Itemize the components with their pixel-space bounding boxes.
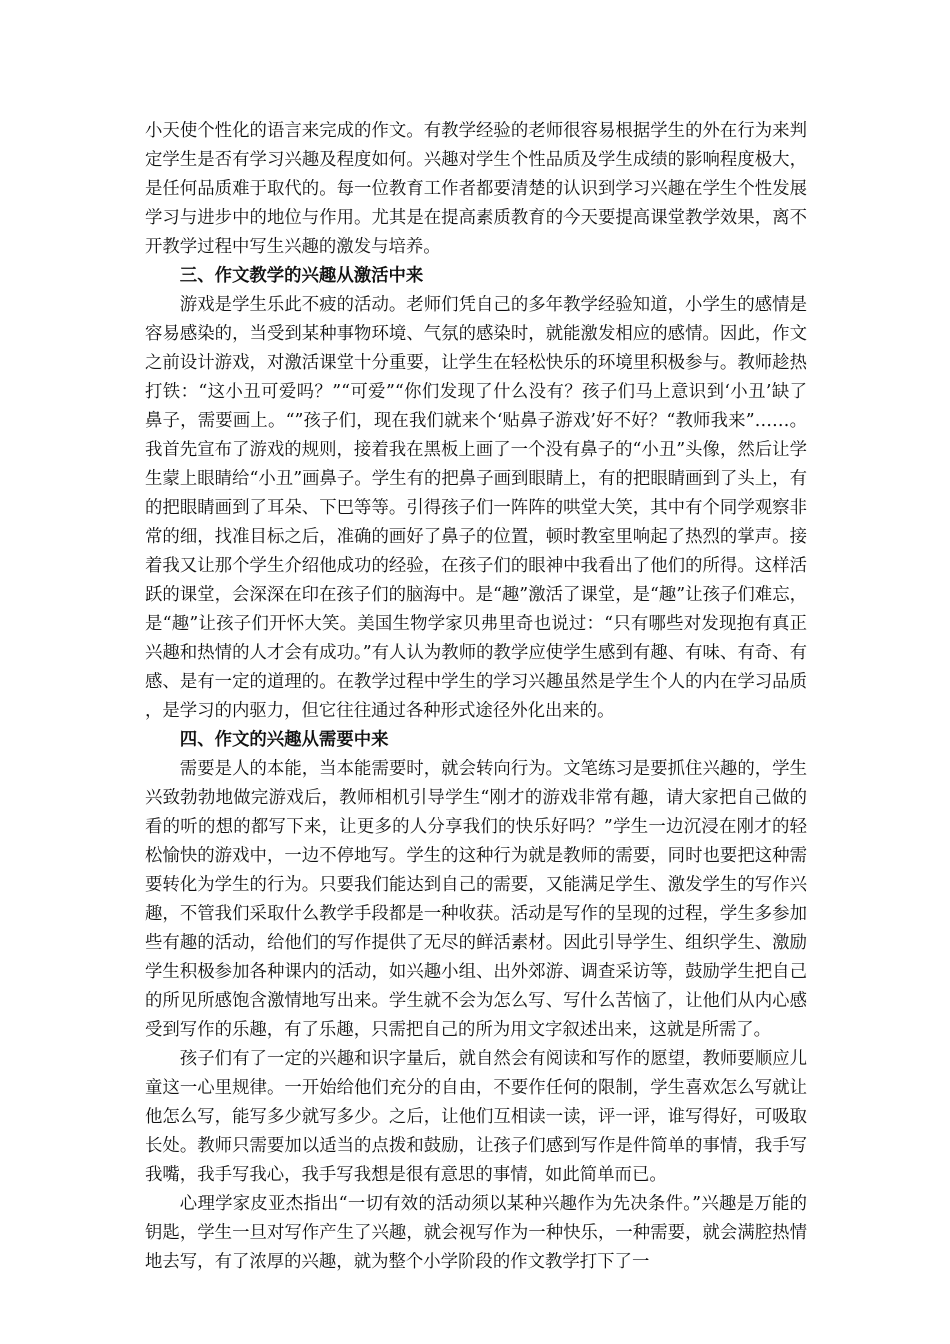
paragraph-needs: 需要是人的本能，当本能需要时，就会转向行为。文笔练习是要抓住兴趣的，学生兴致勃勃地做完游戏后，教师相机引导学生“刚才的游戏非常有趣，请大家把自己做的看的听的想的都写下来，让更多的人分享我们的快乐好吗？”学生一边沉浸在刚才的轻松愉快的游戏中，一边不停地写。学生的这种行为就是教师的需要，同时也要把这种需要转化为学生的行为。只要我们能达到自己的需要，又能满足学生、激发学生的写作兴趣，不管我们采取什么教学手段都是一种收获。活动是写作的呈现的过程，学生多参加些有趣的活动，给他们的写作提供了无尽的鲜活素材。因此引导学生、组织学生、激励学生积极参加各种课内的活动，如兴趣小组、出外郊游、调查采访等，鼓励学生把自己的所见所感饱含激情地写出来。学生就不会为怎么写、写什么苦恼了，让他们从内心感受到写作的乐趣，有了乐趣，只需把自己的所为用文字叙述出来，这就是所需了。	[145, 759, 807, 1040]
paragraph-continued: 小天使个性化的语言来完成的作文。有教学经验的老师很容易根据学生的外在行为来判定学生是否有学习兴趣及程度如何。兴趣对学生个性品质及学生成绩的影响程度极大，是任何品质难于取代的。每一位教育工作者都要清楚的认识到学习兴趣在学生个性发展学习与进步中的地位与作用。尤其是在提高素质教育的今天要提高课堂教学效果，离不开教学过程中写生兴趣的激发与培养。	[145, 121, 807, 257]
section-heading-four: 四、作文的兴趣从需要中来	[179, 730, 389, 750]
paragraph-reading-writing: 孩子们有了一定的兴趣和识字量后，就自然会有阅读和写作的愿望，教师要顺应儿童这一心里规律。一开始给他们充分的自由，不要作任何的限制，学生喜欢怎么写就让他怎么写，能写多少就写多少。之后，让他们互相读一读，评一评，谁写得好，可吸取长处。教师只需要加以适当的点拨和鼓励，让孩子们感到写作是件简单的事情，我手写我嘴，我手写我心，我手写我想是很有意思的事情，如此简单而已。	[145, 1049, 807, 1185]
document-page	[145, 117, 807, 1277]
paragraph-piaget: 心理学家皮亚杰指出“一切有效的活动须以某种兴趣作为先决条件。”兴趣是万能的钥匙，学生一旦对写作产生了兴趣，就会视写作为一种快乐，一种需要，就会满腔热情地去写，有了浓厚的兴趣，就为整个小学阶段的作文教学打下了一	[145, 1194, 807, 1272]
paragraph-games: 游戏是学生乐此不疲的活动。老师们凭自己的多年教学经验知道，小学生的感情是容易感染的，当受到某种事物环境、气氛的感染时，就能激发相应的感情。因此，作文之前设计游戏，对激活课堂十分重要，让学生在轻松快乐的环境里积极参与。教师趁热打铁：“这小丑可爱吗？”“可爱”“你们发现了什么没有？孩子们马上意识到‘小丑’缺了鼻子，需要画上。“”孩子们，现在我们就来个‘贴鼻子游戏’好不好？“教师我来”……。我首先宣布了游戏的规则，接着我在黑板上画了一个没有鼻子的“小丑”头像，然后让学生蒙上眼睛给“小丑”画鼻子。学生有的把鼻子画到眼睛上，有的把眼睛画到了头上，有的把眼睛画到了耳朵、下巴等等。引得孩子们一阵阵的哄堂大笑，其中有个同学观察非常的细，找准目标之后，准确的画好了鼻子的位置，顿时教室里响起了热烈的掌声。接着我又让那个学生介绍他成功的经验，在孩子们的眼神中我看出了他们的所得。这样活跃的课堂，会深深在印在孩子们的脑海中。是“趣”激活了课堂，是“趣”让孩子们难忘，是“趣”让孩子们开怀大笑。美国生物学家贝弗里奇也说过：“只有哪些对发现抱有真正兴趣和热情的人才会有成功。”有人认为教师的教学应使学生感到有趣、有味、有奇、有感、是有一定的道理的。在教学过程中学生的学习兴趣虽然是学生个人的内在学习品质，是学习的内驱力，但它往往通过各种形式途径外化出来的。	[145, 295, 807, 721]
section-heading-three: 三、作文教学的兴趣从激活中来	[179, 266, 424, 286]
